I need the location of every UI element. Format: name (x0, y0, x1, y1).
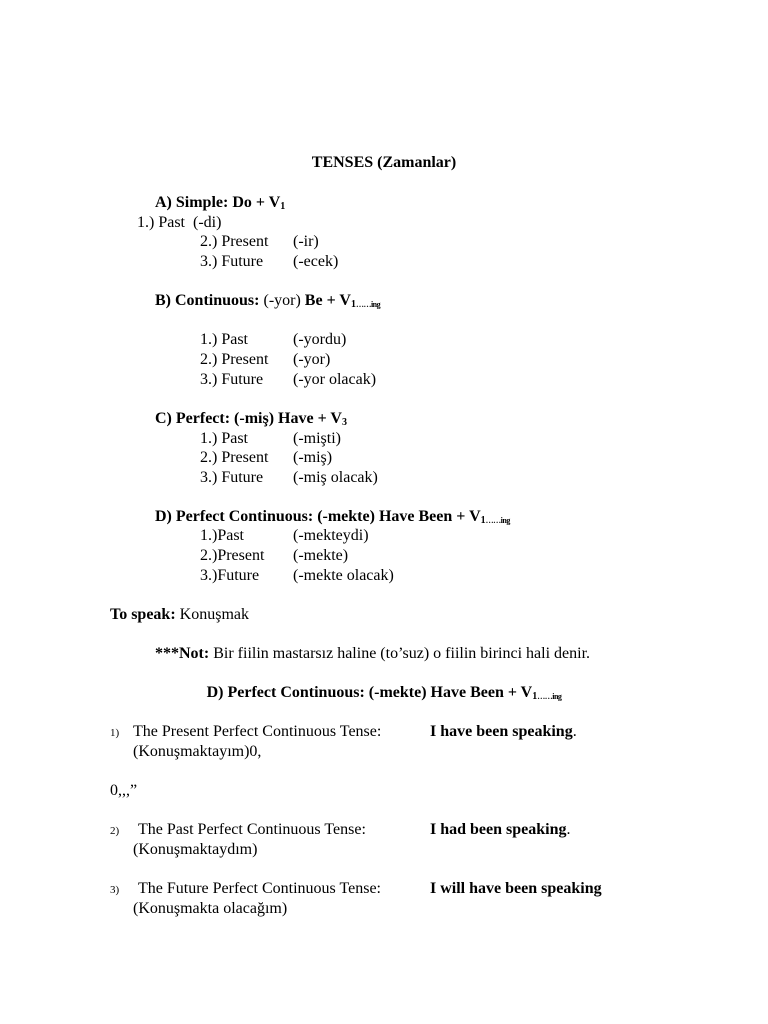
item-suffix: (-miş olacak) (293, 469, 378, 486)
example-1-name (133, 722, 381, 742)
continuous-heading-formula: Be + V (304, 292, 351, 309)
continuous-heading-ing: ……ing (355, 300, 381, 309)
example-2-name (138, 820, 366, 840)
example-3-number (110, 880, 119, 900)
simple-heading (155, 193, 285, 215)
continuous-item-present-suffix (293, 350, 330, 370)
item-suffix: (-di) (193, 214, 222, 231)
example-2-number (110, 821, 119, 841)
item-label: 3.) Future (200, 253, 264, 270)
item-label: 2.)Present (200, 547, 265, 564)
note-line (155, 644, 590, 664)
perfect-item-past-suffix (293, 429, 341, 449)
perfect-item-future (200, 468, 263, 488)
example-2-example (430, 820, 571, 840)
item-label: 2.) Present (200, 233, 269, 250)
continuous-heading-suffix: (-yor) (263, 292, 301, 309)
item-label: 1.) Past (200, 331, 248, 348)
note-label: ***Not: (155, 645, 210, 662)
pc-item-future-suffix (293, 566, 394, 586)
perfect-continuous-heading-ing: ……ing (485, 516, 510, 525)
example-2-turkish (133, 840, 257, 860)
to-speak-label: To speak: (110, 606, 176, 623)
item-label: 1.)Past (200, 527, 244, 544)
example-sentence: I will have been speaking (430, 880, 602, 897)
to-speak-line (110, 605, 249, 625)
perfect-item-present (200, 448, 268, 468)
item-suffix: (-mekteydi) (293, 527, 369, 544)
perfect-heading-text: C) Perfect: (-miş) Have + V (155, 410, 342, 427)
simple-item-future-suffix (293, 252, 338, 272)
pc-item-past (200, 526, 244, 546)
perfect-item-present-suffix (293, 448, 332, 468)
example-1-example (430, 722, 577, 742)
example-3-example (430, 879, 602, 899)
example-name: The Present Perfect Continuous Tense: (133, 723, 382, 740)
item-suffix: (-yordu) (293, 331, 347, 348)
simple-item-present (200, 232, 268, 252)
continuous-item-past (200, 330, 248, 350)
item-suffix: (-yor) (293, 351, 331, 368)
continuous-item-present (200, 350, 268, 370)
example-end: . (566, 821, 571, 838)
stray-value: 0,,,” (110, 782, 138, 799)
example-number: 3) (110, 884, 120, 896)
item-suffix: (-miş) (293, 449, 333, 466)
example-turkish: (Konuşmaktayım)0, (133, 743, 262, 760)
continuous-heading-sub: 1 (350, 299, 356, 310)
item-suffix: (-mekte olacak) (293, 567, 394, 584)
example-1-turkish (133, 742, 261, 762)
example-number: 1) (110, 727, 120, 739)
continuous-item-past-suffix (293, 330, 346, 350)
continuous-heading-bold: B) Continuous: (155, 292, 260, 309)
pc-item-present (200, 546, 264, 566)
simple-heading-sub: 1 (280, 201, 286, 212)
example-end: . (572, 723, 577, 740)
continuous-item-future (200, 370, 263, 390)
pc-item-present-suffix (293, 546, 348, 566)
note-text: Bir fiilin mastarsız haline (to’suz) o fiilin birinci hali denir. (213, 645, 591, 662)
item-label: 1.) Past (137, 214, 185, 231)
example-turkish: (Konuşmakta olacağım) (133, 900, 288, 917)
simple-item-future (200, 252, 263, 272)
perfect-continuous-heading-text: D) Perfect Continuous: (-mekte) Have Been + V (155, 508, 481, 525)
pc-centered-heading-text: D) Perfect Continuous: (-mekte) Have Been + V (206, 684, 533, 701)
continuous-item-future-suffix (293, 370, 376, 390)
item-label: 3.) Future (200, 371, 264, 388)
perfect-item-past (200, 429, 248, 449)
perfect-item-future-suffix (293, 468, 378, 488)
example-sentence: I have been speaking (430, 723, 573, 740)
example-3-name (138, 879, 381, 899)
item-suffix: (-mekte) (293, 547, 349, 564)
example-name: The Future Perfect Continuous Tense: (138, 880, 381, 897)
item-suffix: (-yor olacak) (293, 371, 377, 388)
stray-text (110, 781, 137, 801)
page-title (0, 153, 768, 173)
pc-centered-heading (0, 683, 768, 705)
perfect-heading-sub: 3 (341, 417, 347, 428)
example-number: 2) (110, 825, 120, 837)
item-label: 3.) Future (200, 469, 264, 486)
item-label: 1.) Past (200, 430, 248, 447)
continuous-heading (155, 291, 380, 313)
example-turkish: (Konuşmaktaydım) (133, 841, 258, 858)
title-text: TENSES (Zamanlar) (311, 154, 457, 171)
pc-item-future (200, 566, 259, 586)
perfect-heading (155, 409, 347, 431)
example-sentence: I had been speaking (430, 821, 567, 838)
item-suffix: (-mişti) (293, 430, 341, 447)
item-label: 2.) Present (200, 351, 269, 368)
pc-centered-heading-ing: ……ing (537, 692, 562, 701)
simple-item-past (137, 213, 221, 233)
pc-item-past-suffix (293, 526, 369, 546)
item-suffix: (-ir) (293, 233, 319, 250)
perfect-continuous-heading-sub: 1 (480, 515, 486, 526)
item-label: 3.)Future (200, 567, 260, 584)
example-3-turkish (133, 899, 287, 919)
example-name: The Past Perfect Continuous Tense: (138, 821, 366, 838)
example-1-number (110, 723, 119, 743)
item-suffix: (-ecek) (293, 253, 339, 270)
item-label: 2.) Present (200, 449, 269, 466)
simple-item-present-suffix (293, 232, 319, 252)
to-speak-value: Konuşmak (179, 606, 249, 623)
pc-centered-heading-sub: 1 (532, 691, 538, 702)
simple-heading-text: A) Simple: Do + V (155, 194, 281, 211)
